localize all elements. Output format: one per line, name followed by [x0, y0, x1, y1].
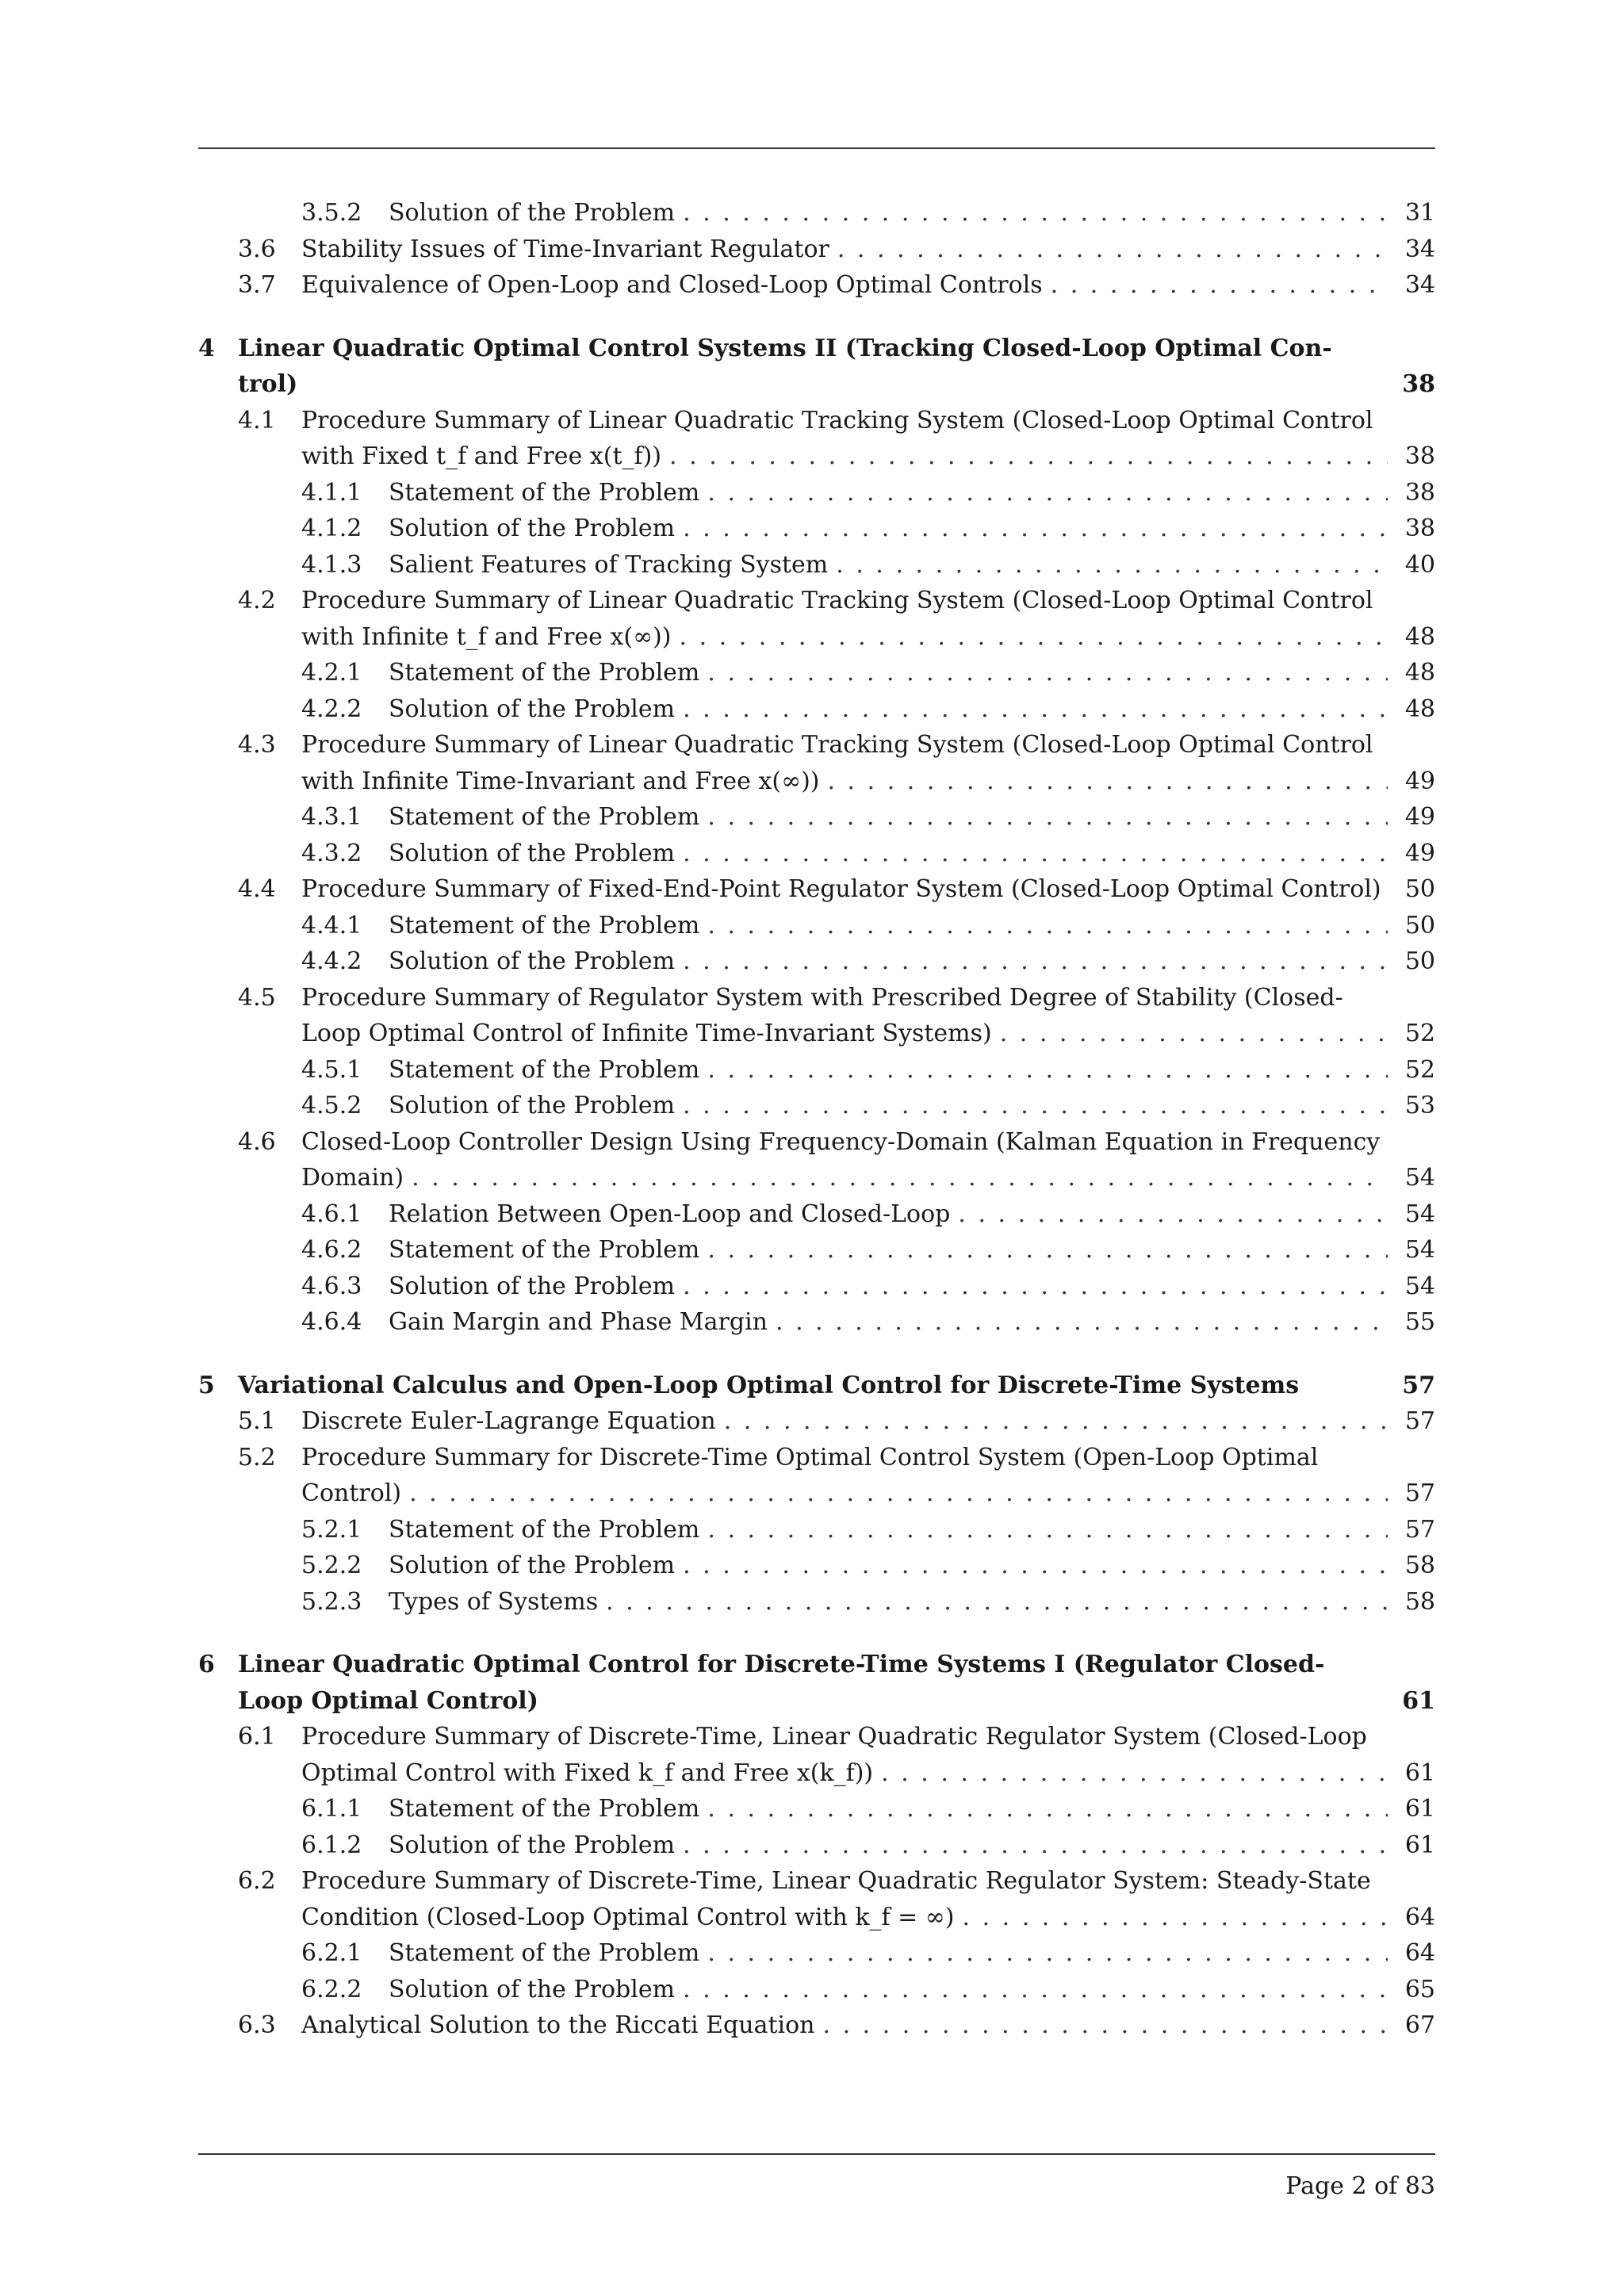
toc-entry-title: Solution of the Problem [389, 199, 676, 227]
toc-entry[interactable] [198, 727, 1435, 799]
toc-leader-dots [675, 943, 1388, 980]
toc-entry-title: Loop Optimal Control) [238, 1686, 538, 1715]
toc-entry-title: Domain) [301, 1164, 404, 1192]
toc-entry-page: 38 [1404, 478, 1435, 507]
toc-entry-page: 61 [1404, 1795, 1435, 1823]
toc-entry-page: 61 [1404, 1831, 1435, 1859]
toc-leader-dots [716, 1403, 1388, 1440]
toc-leader-dots [675, 1269, 1388, 1305]
toc-entry-title: Solution of the Problem [389, 1552, 676, 1579]
toc-entry-page: 58 [1404, 1552, 1435, 1579]
toc-entry[interactable] [198, 331, 1435, 403]
toc-entry-title: Procedure Summary of Fixed-End-Point Regulator System (Closed-Loop Optimal Control) [301, 875, 1381, 903]
toc-leader-dots [699, 1232, 1388, 1269]
toc-entry-number: 4.1 [238, 406, 276, 434]
toc-entry-number: 3.5.2 [301, 199, 362, 227]
toc-entry-number: 5 [198, 1371, 215, 1399]
toc-entry-number: 4.3 [238, 731, 276, 759]
toc-leader-dots [955, 1900, 1388, 1936]
toc-entry-page: 38 [1402, 370, 1435, 398]
toc-entry-number: 6.1.1 [301, 1795, 362, 1823]
toc-entry-title: Relation Between Open-Loop and Closed-Loop [389, 1200, 951, 1228]
toc-entry-title: Gain Margin and Phase Margin [389, 1308, 768, 1336]
toc-leader-dots [675, 1827, 1388, 1864]
toc-leader-dots [699, 475, 1388, 511]
toc-entry-title: Linear Quadratic Optimal Control for Discrete-Time Systems I (Regulator Closed- [238, 1651, 1325, 1678]
toc-entry-page: 48 [1404, 622, 1435, 651]
toc-entry-title: Statement of the Problem [389, 1236, 700, 1264]
toc-entry-title: Statement of the Problem [389, 478, 700, 507]
toc-leader-dots [819, 763, 1388, 800]
toc-entry-title: Statement of the Problem [389, 1515, 700, 1544]
toc-entry-title: Procedure Summary for Discrete-Time Optimal Control System (Open-Loop Optimal [301, 1443, 1319, 1471]
toc-leader-dots [699, 908, 1388, 944]
toc-entry[interactable] [198, 1935, 1435, 1972]
toc-entry-number: 5.2.2 [301, 1552, 362, 1579]
toc-entry[interactable] [198, 655, 1435, 691]
toc-entry-title: with Infinite Time-Invariant and Free x(∞)) [301, 767, 820, 795]
toc-entry-title: Control) [301, 1479, 402, 1507]
toc-entry[interactable] [198, 691, 1435, 728]
toc-entry-title: Statement of the Problem [389, 1055, 700, 1084]
toc-entry-number: 5.1 [238, 1407, 276, 1435]
toc-entry-page: 53 [1404, 1092, 1435, 1119]
toc-entry-page: 38 [1404, 515, 1435, 542]
toc-leader-dots [699, 1512, 1388, 1548]
toc-entry-title: Discrete Euler-Lagrange Equation [301, 1407, 716, 1435]
toc-leader-dots [675, 1088, 1388, 1124]
toc-leader-dots [675, 836, 1388, 872]
toc-entry-title: Condition (Closed-Loop Optimal Control with k_f = ∞) [301, 1903, 955, 1931]
toc-leader-dots [675, 1972, 1388, 2008]
toc-entry-title: Solution of the Problem [389, 695, 676, 723]
toc-entry-title: Statement of the Problem [389, 659, 700, 687]
toc-entry[interactable] [198, 1548, 1435, 1584]
toc-leader-dots [401, 1475, 1388, 1512]
toc-entry-number: 4.3.2 [301, 839, 362, 867]
toc-entry-title: Salient Features of Tracking System [389, 550, 829, 579]
toc-entry[interactable] [198, 403, 1435, 475]
toc-entry-page: 50 [1404, 911, 1435, 939]
toc-entry-page: 54 [1404, 1200, 1435, 1228]
toc-entry[interactable] [198, 1719, 1435, 1791]
header-rule [198, 147, 1435, 149]
toc-entry-number: 4.2.2 [301, 695, 362, 723]
toc-entry[interactable] [198, 1232, 1435, 1269]
toc-leader-dots [768, 1304, 1388, 1341]
toc-entry-number: 4.6.3 [301, 1272, 362, 1300]
toc-leader-dots [815, 2007, 1388, 2044]
toc-entry-title: Procedure Summary of Regulator System with Prescribed Degree of Stability (Closed- [301, 983, 1343, 1012]
toc-entry-page: 54 [1404, 1272, 1435, 1300]
toc-entry-number: 4.6.2 [301, 1236, 362, 1264]
toc-entry[interactable] [198, 1647, 1435, 1719]
toc-leader-dots [1043, 267, 1388, 304]
toc-entry[interactable] [198, 511, 1435, 547]
toc-entry[interactable] [198, 1863, 1435, 1935]
toc-entry[interactable] [198, 1584, 1435, 1621]
toc-entry-title: Solution of the Problem [389, 1975, 676, 2003]
toc-leader-dots [598, 1584, 1388, 1621]
toc-entry-page: 48 [1404, 695, 1435, 723]
footer-rule [198, 2153, 1435, 2155]
toc-entry-title: Procedure Summary of Linear Quadratic Tracking System (Closed-Loop Optimal Control [301, 406, 1373, 434]
toc-leader-dots [699, 1791, 1388, 1827]
toc-entry-number: 4.5 [238, 983, 276, 1012]
toc-entry-page: 54 [1404, 1236, 1435, 1264]
toc-leader-dots [828, 547, 1388, 584]
toc-entry-page: 57 [1404, 1407, 1435, 1435]
toc-entry-number: 6.1.2 [301, 1831, 362, 1859]
toc-entry-number: 4.6.4 [301, 1308, 362, 1336]
toc-entry-page: 40 [1404, 550, 1435, 579]
toc-entry-number: 4.5.1 [301, 1055, 362, 1084]
toc-entry[interactable] [198, 1124, 1435, 1196]
toc-entry-number: 4.3.1 [301, 803, 362, 831]
toc-entry[interactable] [198, 1440, 1435, 1512]
toc-entry-number: 4.4.1 [301, 911, 362, 939]
toc-entry-title: Procedure Summary of Linear Quadratic Tracking System (Closed-Loop Optimal Control [301, 587, 1373, 614]
toc-entry-title: Types of Systems [389, 1587, 599, 1616]
toc-entry-page: 50 [1404, 875, 1435, 903]
page-footer: Page 2 of 83 [1285, 2172, 1435, 2200]
toc-entry[interactable] [198, 267, 1435, 304]
toc-entry-page: 34 [1404, 271, 1435, 299]
toc-entry-page: 55 [1404, 1308, 1435, 1336]
toc-leader-dots [404, 1160, 1388, 1196]
toc-entry[interactable] [198, 547, 1435, 584]
toc-leader-dots [699, 655, 1388, 691]
toc-entry-page: 61 [1402, 1686, 1435, 1715]
toc-entry[interactable] [198, 1403, 1435, 1440]
toc-entry-number: 4.1.1 [301, 478, 362, 507]
toc-entry-title: Optimal Control with Fixed k_f and Free x(k_f)) [301, 1758, 874, 1787]
toc-entry-title: Procedure Summary of Discrete-Time, Linear Quadratic Regulator System: Steady-State [301, 1867, 1371, 1895]
toc-entry-page: 31 [1404, 199, 1435, 227]
toc-leader-dots [992, 1016, 1388, 1052]
toc-entry-page: 49 [1404, 803, 1435, 831]
toc-entry-page: 65 [1404, 1975, 1435, 2003]
toc-entry-number: 6.2.2 [301, 1975, 362, 2003]
toc-entry-page: 57 [1404, 1479, 1435, 1507]
toc-entry[interactable] [198, 583, 1435, 655]
toc-entry-page: 67 [1404, 2011, 1435, 2039]
toc-entry-number: 4.6 [238, 1127, 276, 1156]
toc-entry[interactable] [198, 475, 1435, 511]
toc-entry-title: Solution of the Problem [389, 947, 676, 975]
toc-leader-dots [672, 619, 1388, 656]
toc-entry[interactable] [198, 871, 1435, 908]
toc-leader-dots [950, 1196, 1388, 1233]
toc-entry-number: 6 [198, 1651, 215, 1678]
toc-entry-title: trol) [238, 370, 298, 398]
toc-entry-number: 3.6 [238, 235, 276, 263]
toc-entry-title: Statement of the Problem [389, 1795, 700, 1823]
toc-entry-number: 4.6.1 [301, 1200, 362, 1228]
toc-entry[interactable] [198, 1827, 1435, 1864]
toc-entry-page: 57 [1404, 1515, 1435, 1544]
toc-entry-page: 64 [1404, 1939, 1435, 1967]
toc-entry[interactable] [198, 1052, 1435, 1089]
toc-entry[interactable] [198, 1972, 1435, 2008]
toc-entry-page: 52 [1404, 1020, 1435, 1047]
toc-entry-number: 4 [198, 334, 215, 362]
toc-entry[interactable] [198, 799, 1435, 836]
toc-entry-page: 58 [1404, 1587, 1435, 1616]
toc-entry-number: 5.2.3 [301, 1587, 362, 1616]
toc-leader-dots [675, 691, 1388, 728]
toc-entry-title: Solution of the Problem [389, 515, 676, 542]
toc-entry[interactable] [198, 2007, 1435, 2044]
toc-entry[interactable] [198, 1304, 1435, 1341]
toc-entry[interactable] [198, 232, 1435, 268]
toc-entry-title: Solution of the Problem [389, 1272, 676, 1300]
toc-entry-number: 4.5.2 [301, 1092, 362, 1119]
toc-entry[interactable] [198, 1088, 1435, 1124]
toc-entry[interactable] [198, 1269, 1435, 1305]
toc-leader-dots [661, 438, 1388, 475]
toc-entry-page: 57 [1402, 1371, 1435, 1399]
toc-entry-page: 34 [1404, 235, 1435, 263]
toc-entry-number: 6.2 [238, 1867, 276, 1895]
toc-entry[interactable] [198, 1196, 1435, 1233]
toc-leader-dots [699, 1052, 1388, 1089]
toc-entry-title: Statement of the Problem [389, 911, 700, 939]
toc-entry[interactable] [198, 1512, 1435, 1548]
toc-entry-title: Solution of the Problem [389, 1831, 676, 1859]
toc-entry-title: Closed-Loop Controller Design Using Frequency-Domain (Kalman Equation in Frequency [301, 1127, 1381, 1156]
toc-entry-title: Solution of the Problem [389, 839, 676, 867]
toc-entry-page: 61 [1404, 1758, 1435, 1787]
toc-entry-page: 52 [1404, 1055, 1435, 1084]
toc-entry[interactable] [198, 836, 1435, 872]
toc-entry[interactable] [198, 195, 1435, 232]
toc-entry-title: Procedure Summary of Discrete-Time, Linear Quadratic Regulator System (Closed-Loop [301, 1723, 1367, 1751]
toc-entry-number: 6.3 [238, 2011, 276, 2039]
toc-entry-number: 4.2 [238, 587, 276, 614]
toc-entry-title: Statement of the Problem [389, 803, 700, 831]
toc-entry-title: Procedure Summary of Linear Quadratic Tracking System (Closed-Loop Optimal Control [301, 731, 1373, 759]
toc-entry-number: 4.4.2 [301, 947, 362, 975]
toc-entry-title: Linear Quadratic Optimal Control Systems II (Tracking Closed-Loop Optimal Con- [238, 334, 1332, 362]
toc-leader-dots [873, 1755, 1388, 1792]
toc-entry-title: Statement of the Problem [389, 1939, 700, 1967]
toc-entry-page: 54 [1404, 1164, 1435, 1192]
toc-entry-number: 4.1.2 [301, 515, 362, 542]
toc-entry-number: 4.1.3 [301, 550, 362, 579]
toc-entry-page: 50 [1404, 947, 1435, 975]
toc-leader-dots [829, 232, 1388, 268]
toc-entry-title: Solution of the Problem [389, 1092, 676, 1119]
toc-entry-title: Stability Issues of Time-Invariant Regulator [301, 235, 829, 263]
toc-entry-page: 49 [1404, 767, 1435, 795]
toc-leader-dots [675, 511, 1388, 547]
toc-entry[interactable] [198, 943, 1435, 980]
toc-entry-title: Variational Calculus and Open-Loop Optimal Control for Discrete-Time Systems [238, 1371, 1300, 1399]
toc-entry-title: Loop Optimal Control of Infinite Time-Invariant Systems) [301, 1020, 992, 1047]
toc-entry[interactable] [198, 980, 1435, 1052]
toc-entry-title: Equivalence of Open-Loop and Closed-Loop Optimal Controls [301, 271, 1043, 299]
toc-entry-number: 6.1 [238, 1723, 276, 1751]
toc-entry-page: 64 [1404, 1903, 1435, 1931]
toc-entry[interactable] [198, 1368, 1435, 1404]
toc-entry-number: 5.2.1 [301, 1515, 362, 1544]
toc-entry-title: with Infinite t_f and Free x(∞)) [301, 622, 672, 651]
toc-entry-number: 4.2.1 [301, 659, 362, 687]
toc-entry-number: 6.2.1 [301, 1939, 362, 1967]
toc-entry[interactable] [198, 908, 1435, 944]
toc-leader-dots [675, 1548, 1388, 1584]
toc-entry-number: 5.2 [238, 1443, 276, 1471]
toc-entry[interactable] [198, 1791, 1435, 1827]
toc-entry-number: 4.4 [238, 875, 276, 903]
toc-entry-page: 49 [1404, 839, 1435, 867]
table-of-contents [198, 195, 1435, 2044]
toc-leader-dots [699, 1935, 1388, 1972]
toc-entry-title: with Fixed t_f and Free x(t_f)) [301, 442, 662, 470]
toc-entry-page: 38 [1404, 442, 1435, 470]
toc-leader-dots [675, 195, 1388, 232]
toc-entry-number: 3.7 [238, 271, 276, 299]
toc-entry-page: 48 [1404, 659, 1435, 687]
toc-leader-dots [699, 799, 1388, 836]
toc-entry-title: Analytical Solution to the Riccati Equation [301, 2011, 815, 2039]
